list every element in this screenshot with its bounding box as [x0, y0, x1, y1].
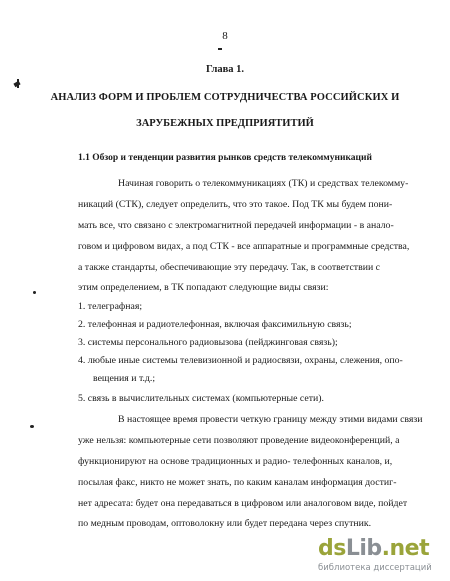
list-item-continuation: вещения и т.д.;: [93, 373, 156, 384]
paragraph-line: этим определением, в ТК попадают следующие виды связи:: [78, 282, 329, 293]
list-item: 1. телеграфная;: [78, 301, 143, 312]
chapter-label: Глава 1.: [205, 64, 245, 75]
page-number: 8: [222, 30, 228, 42]
chapter-title-line-2: ЗАРУБЕЖНЫХ ПРЕДПРИЯТИТИЙ: [136, 118, 314, 129]
list-item: 4. любые иные системы телевизионной и радиосвязи, охраны, слежения, опо-: [78, 355, 403, 366]
list-item: 3. системы персонального радиовызова (пейджинговая связь);: [78, 337, 338, 348]
dslib-logo: [318, 536, 429, 561]
paragraph-line: В настоящее время провести четкую границу между этими видами связи: [118, 414, 423, 425]
scan-speck: [33, 291, 36, 294]
paragraph-line: уже нельзя: компьютерные сети позволяют проведение видеоконференций, а: [78, 435, 400, 446]
paragraph-line: никаций (СТК), следует определить, что это такое. Под ТК мы будем пони-: [78, 199, 393, 210]
list-item: 2. телефонная и радиотелефонная, включая факсимильную связь;: [78, 319, 352, 330]
paragraph-line: мать все, что связано с электромагнитной передачей информации - в анало-: [78, 220, 394, 231]
logo-ds: ds: [318, 536, 346, 561]
section-heading: 1.1 Обзор и тенденции развития рынков средств телекоммуникаций: [78, 153, 372, 163]
paragraph-line: Начиная говорить о телекоммуникациях (ТК) и средствах телекомму-: [118, 178, 409, 189]
scan-speck: [218, 48, 222, 50]
paragraph-line: по медным проводам, оптоволокну или будет передана через спутник.: [78, 518, 372, 529]
logo-tagline: библиотека диссертаций: [318, 563, 432, 573]
scan-speck: [30, 425, 34, 428]
list-item: 5. связь в вычислительных системах (компьютерные сети).: [78, 393, 324, 404]
paragraph-line: функционируют на основе традиционных и радио- телефонных каналов, и,: [78, 456, 393, 467]
logo-net: .net: [381, 536, 430, 561]
chapter-title-line-1: АНАЛИЗ ФОРМ И ПРОБЛЕМ СОТРУДНИЧЕСТВА РОССИЙСКИХ И: [50, 92, 400, 103]
paragraph-line: а также стандарты, обеспечивающие эту передачу. Так, в соответствии с: [78, 262, 380, 273]
logo-lib: Lib: [345, 536, 382, 561]
paragraph-line: посылая факс, никто не может знать, по каким каналам информация достиг-: [78, 477, 397, 488]
paragraph-line: нет адресата: будет она передаваться в цифровом или аналоговом виде, пойдет: [78, 498, 408, 509]
paragraph-line: говом и цифровом видах, а под СТК - все аппаратные и программные средства,: [78, 241, 410, 252]
scan-speck: [17, 79, 19, 88]
